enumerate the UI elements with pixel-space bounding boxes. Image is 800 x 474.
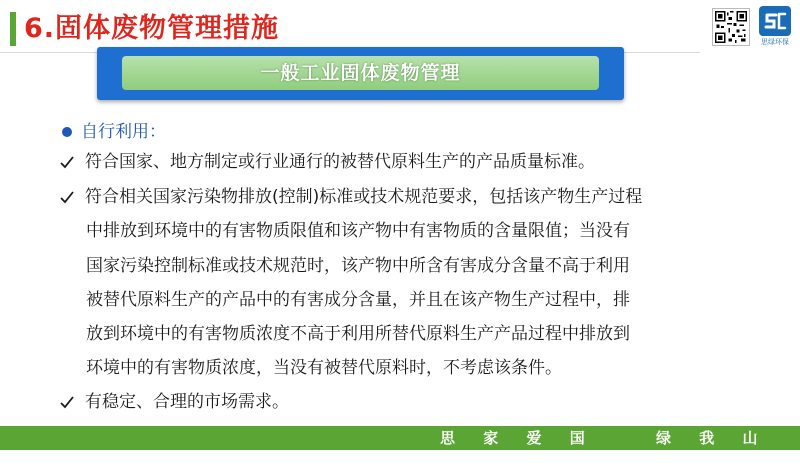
footer-char: 山 — [742, 429, 758, 447]
footer-char: 思 — [440, 429, 456, 447]
brand-mark-icon — [759, 6, 791, 36]
list-item — [60, 385, 740, 420]
list-item — [60, 145, 740, 180]
qr-code-icon — [712, 8, 750, 46]
subsection-label: 自行利用： — [81, 122, 166, 142]
list-item-text — [85, 145, 745, 179]
list-item-line: 中排放到环境中的有害物质限值和该产物中有害物质的含量限值；当没有 — [86, 221, 630, 242]
page-title: 6.固体废物管理措施 — [24, 13, 280, 44]
brand-name: 思绿环保 — [761, 38, 789, 46]
list-item-line: 放到环境中的有害物质浓度不高于利用所替代原料生产产品过程中排放到 — [86, 324, 630, 345]
footer-char: 绿 — [656, 429, 672, 447]
footer-bar — [0, 426, 800, 471]
list-item — [60, 180, 740, 386]
list-item-line: 国家污染控制标准或技术规范时，该产物中所含有害成分含量不高于利用 — [86, 255, 630, 276]
checkmark-icon — [60, 180, 76, 214]
footer-char: 家 — [483, 429, 499, 447]
list-item-text — [85, 180, 745, 386]
footer-char: 我 — [699, 429, 715, 447]
list-item-line: 被替代原料生产的产品中的有害成分含量，并且在该产物生产过程中，排 — [86, 289, 630, 310]
subsection-heading — [62, 118, 166, 146]
bullet-dot-icon — [62, 127, 72, 137]
footer-slogan-right — [656, 426, 800, 471]
footer-char: 爱 — [526, 429, 542, 447]
title-accent-bar — [10, 12, 16, 46]
section-banner-title: 一般工业固体废物管理 — [260, 62, 461, 84]
footer-char: 国 — [569, 429, 585, 447]
list-item-line: 环境中的有害物质浓度，当没有被替代原料时，不考虑该条件。 — [86, 358, 562, 379]
checkmark-icon — [60, 145, 76, 179]
list-item-line: 符合相关国家污染物排放(控制)标准或技术规范要求，包括该产物生产过程 — [85, 187, 643, 207]
list-item-line: 符合国家、地方制定或行业通行的被替代原料生产的产品质量标准。 — [85, 152, 595, 172]
footer-slogan-left — [440, 426, 594, 450]
footer-char: 河 — [656, 453, 672, 471]
brand-logo — [756, 6, 794, 48]
list-item-text — [85, 385, 745, 419]
checkmark-icon — [60, 385, 76, 419]
list-item-line: 有稳定、合理的市场需求。 — [85, 392, 289, 412]
